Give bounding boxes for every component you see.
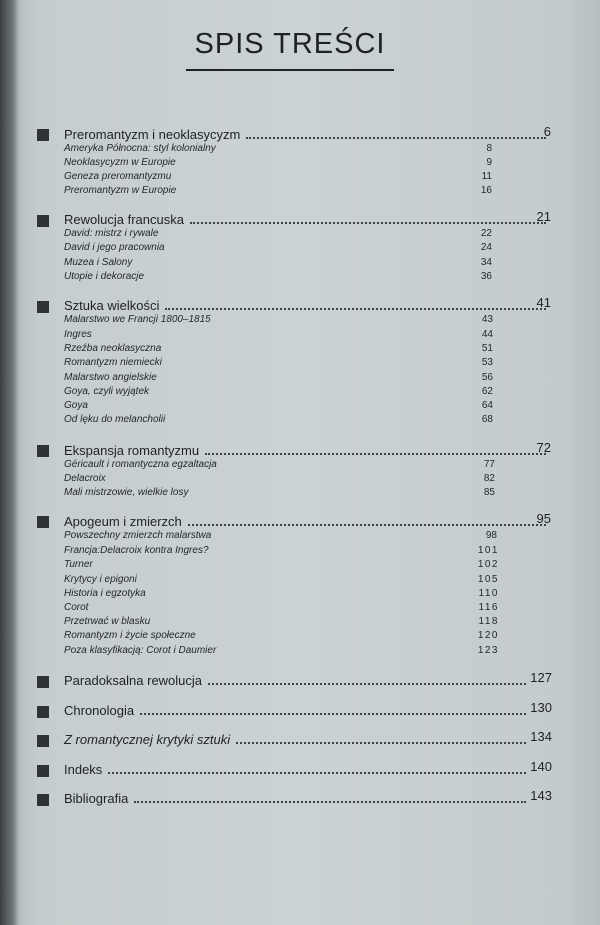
chapter-entry <box>64 670 530 688</box>
dot-leader <box>134 801 526 803</box>
subsection-title: Géricault i romantyczna egzaltacja <box>64 459 217 470</box>
chapter-entry <box>64 295 550 313</box>
chapter-page-number: 6 <box>543 124 551 139</box>
subsection-title: Krytycy i epigoni <box>64 574 137 585</box>
subsection-page: 82 <box>483 473 495 484</box>
subsection-page: 110 <box>478 588 499 599</box>
chapter-page-number: 41 <box>536 295 551 310</box>
subsection-title: Goya <box>64 400 88 411</box>
subsection-title: Malarstwo we Francji 1800–1815 <box>64 314 211 325</box>
subsection-title: Utopie i dekoracje <box>64 271 145 282</box>
chapter-page-number: 21 <box>536 209 551 224</box>
subsection-title: David: mistrz i rywale <box>64 228 159 239</box>
chapter-bullet-icon <box>37 129 49 141</box>
subsection-page: 77 <box>483 459 495 470</box>
chapter-entry <box>64 440 550 458</box>
chapter-title: Paradoksalna rewolucja <box>64 673 203 688</box>
subsection-page: 44 <box>481 329 493 340</box>
chapter-entry <box>64 209 550 227</box>
subsection-title: Od lęku do melancholii <box>64 414 166 425</box>
subsection-page: 102 <box>477 559 499 570</box>
subsection-page: 22 <box>480 228 492 239</box>
subsection-page: 34 <box>480 257 492 268</box>
subsection-page: 118 <box>478 616 499 627</box>
chapter-bullet-icon <box>37 301 49 313</box>
dot-leader <box>188 524 546 526</box>
dot-leader <box>205 453 546 455</box>
chapter-page-number: 134 <box>530 729 552 744</box>
subsection-page: 105 <box>477 574 499 585</box>
subsection-title: Ingres <box>64 329 92 340</box>
subsection-page: 101 <box>477 545 499 556</box>
chapter-page-number: 143 <box>530 788 552 803</box>
chapter-bullet-icon <box>37 676 49 688</box>
book-spine-shadow <box>0 0 18 925</box>
subsection-page: 56 <box>481 372 493 383</box>
dot-leader <box>190 222 546 224</box>
subsection-title: Turner <box>64 559 93 570</box>
subsection-title: Mali mistrzowie, wielkie losy <box>64 487 189 498</box>
chapter-entry <box>64 700 530 718</box>
chapter-bullet-icon <box>37 445 49 457</box>
chapter-title: Chronologia <box>64 703 135 718</box>
subsection-page: 98 <box>485 530 497 541</box>
subsection-page: 68 <box>481 414 493 425</box>
chapter-entry <box>64 759 530 777</box>
dot-leader <box>140 713 526 715</box>
subsection-title: Historia i egzotyka <box>64 588 146 599</box>
subsection-page: 62 <box>481 386 493 397</box>
chapter-bullet-icon <box>37 706 49 718</box>
chapter-entry <box>64 124 550 142</box>
chapter-page-number: 95 <box>536 511 551 526</box>
subsection-title: Neoklasycyzm w Europie <box>64 157 176 168</box>
dot-leader <box>208 683 526 685</box>
chapter-title: Bibliografia <box>64 791 129 806</box>
subsection-title: Ameryka Północna: styl kolonialny <box>64 143 216 154</box>
subsection-page: 120 <box>477 630 499 641</box>
subsection-title: David i jego pracownia <box>64 242 165 253</box>
dot-leader <box>108 772 526 774</box>
chapter-page-number: 140 <box>530 759 552 774</box>
chapter-bullet-icon <box>37 765 49 777</box>
subsection-title: Przetrwać w blasku <box>64 616 151 627</box>
subsection-page: 11 <box>481 171 492 182</box>
subsection-page: 8 <box>486 143 492 154</box>
subsection-page: 64 <box>481 400 493 411</box>
subsection-page: 16 <box>480 185 492 196</box>
subsection-title: Poza klasyfikacją: Corot i Daumier <box>64 645 217 656</box>
subsection-title: Preromantyzm w Europie <box>64 185 177 196</box>
subsection-page: 123 <box>477 645 499 656</box>
subsection-page: 85 <box>483 487 495 498</box>
subsection-title: Geneza preromantyzmu <box>64 171 172 182</box>
subsection-title: Goya, czyli wyjątek <box>64 386 150 397</box>
subsection-page: 9 <box>486 157 492 168</box>
dot-leader <box>165 308 546 310</box>
chapter-bullet-icon <box>37 516 49 528</box>
subsection-title: Corot <box>64 602 89 613</box>
title-underline <box>186 69 394 71</box>
subsection-title: Francja:Delacroix kontra Ingres? <box>64 545 209 556</box>
chapter-bullet-icon <box>37 794 49 806</box>
chapter-page-number: 72 <box>536 440 551 455</box>
subsection-title: Romantyzm niemiecki <box>64 357 162 368</box>
subsection-title: Delacroix <box>64 473 106 484</box>
chapter-page-number: 127 <box>530 670 552 685</box>
chapter-title: Rewolucja francuska <box>64 212 184 227</box>
dot-leader <box>236 742 526 744</box>
chapter-title: Apogeum i zmierzch <box>64 514 182 529</box>
subsection-title: Romantyzm i życie społeczne <box>64 630 196 641</box>
chapter-title: Sztuka wielkości <box>64 298 160 313</box>
subsection-page: 36 <box>480 271 492 282</box>
subsection-page: 51 <box>481 343 493 354</box>
chapter-bullet-icon <box>37 215 49 227</box>
chapter-title: Preromantyzm i neoklasycyzm <box>64 127 241 142</box>
chapter-title: Indeks <box>64 762 103 777</box>
subsection-page: 24 <box>480 242 492 253</box>
chapter-entry <box>64 788 530 806</box>
subsection-title: Rzeźba neoklasyczna <box>64 343 162 354</box>
chapter-entry <box>64 729 530 747</box>
page-title: SPIS TREŚCI <box>194 28 386 60</box>
chapter-entry <box>64 511 550 529</box>
dot-leader <box>246 137 546 139</box>
subsection-title: Powszechny zmierzch malarstwa <box>64 530 212 541</box>
subsection-page: 116 <box>478 602 499 613</box>
subsection-page: 53 <box>481 357 493 368</box>
chapter-title: Ekspansja romantyzmu <box>64 443 200 458</box>
chapter-page-number: 130 <box>530 700 552 715</box>
subsection-title: Muzea i Salony <box>64 257 133 268</box>
subsection-page: 43 <box>481 314 493 325</box>
subsection-title: Malarstwo angielskie <box>64 372 157 383</box>
chapter-title: Z romantycznej krytyki sztuki <box>64 732 231 747</box>
chapter-bullet-icon <box>37 735 49 747</box>
